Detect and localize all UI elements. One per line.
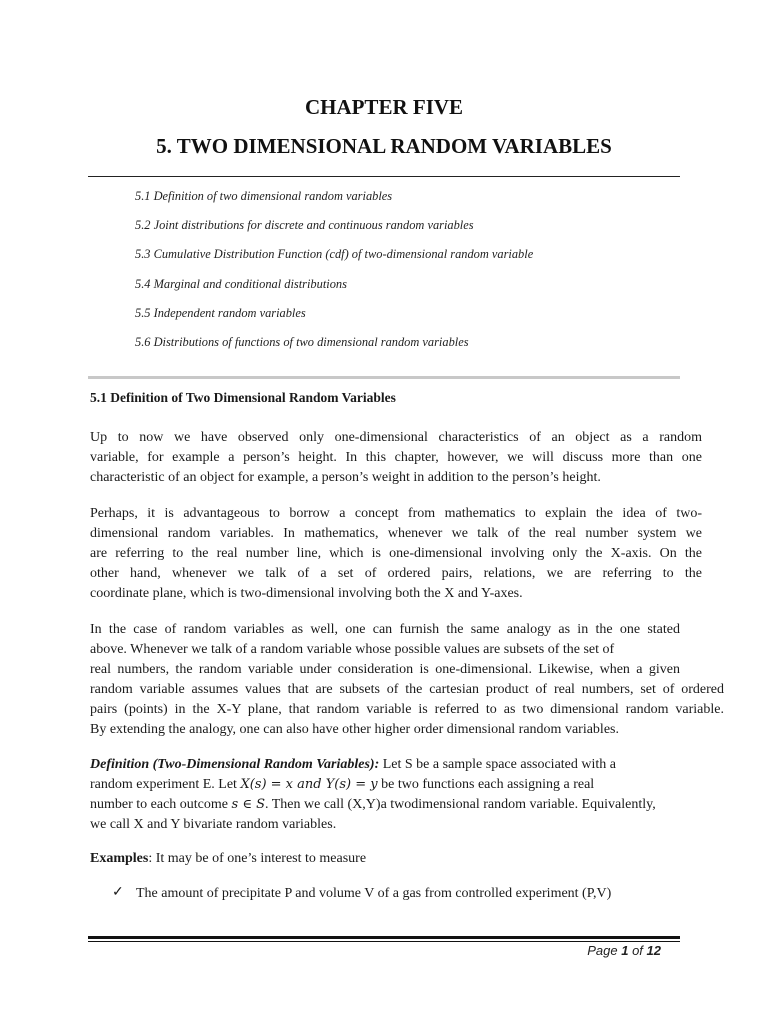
current-page: 1 [621,943,629,958]
paragraph-line: real numbers, the random variable under consideration is one-dimensional. Likewise, when a given [90,662,680,677]
paragraph-line: above. Whenever we talk of a random variable whose possible values are subsets of the set of [90,642,615,657]
paragraph-line: dimensional random variables. In mathematics, whenever we talk of the real number system we [90,526,702,541]
total-pages: 12 [646,943,661,958]
math-expression: s ∈ S [231,797,265,812]
paragraph-line: characteristic of an object for example, a person’s weight in addition to the person’s height. [90,470,601,485]
math-expression: X(s) = x and Y(s) = y [240,777,378,792]
paragraph-line: other hand, whenever we talk of a set of ordered pairs, relations, we are referring to the [90,566,702,581]
paragraph-line: Perhaps, it is advantageous to borrow a concept from mathematics to explain the idea of two- [90,506,702,521]
definition-line-3 [90,795,680,815]
definition-text: random experiment E. Let [90,777,241,792]
definition-text: . Then we call (X,Y)a twodimensional random variable. Equivalently, [264,797,656,812]
paragraph-3 [90,620,724,740]
paragraph-2 [90,504,702,604]
example-item: The amount of precipitate P and volume V of a gas from controlled experiment (P,V) [136,886,612,901]
examples-line [90,851,366,867]
definition-line-1 [90,755,680,775]
definition-text: Let S be a sample space associated with a [379,757,616,772]
paragraph-line: random variable assumes values that are subsets of the cartesian product of real numbers, set of ordered [90,682,724,697]
definition-line-4: we call X and Y bivariate random variables. [90,817,337,832]
paragraph-line: In the case of random variables as well, one can furnish the same analogy as in the one stated [90,622,680,637]
examples-text: : It may be of one’s interest to measure [148,851,367,866]
footer-rule-thin [88,941,680,942]
checkmark-icon: ✓ [112,885,124,900]
paragraph-1 [90,428,702,488]
page-word: Page [587,943,622,958]
toc-item: 5.3 Cumulative Distribution Function (cdf) of two-dimensional random variable [135,247,534,262]
chapter-label: CHAPTER FIVE [304,95,464,119]
section-heading: 5.1 Definition of Two Dimensional Random Variables [90,390,396,405]
paragraph-line: variable, for example a person’s height. In this chapter, however, we will discuss more than one [90,450,702,465]
table-of-contents [135,186,533,361]
toc-item: 5.1 Definition of two dimensional random variables [135,189,393,203]
definition-text: be two functions each assigning a real [377,777,595,792]
toc-item: 5.5 Independent random variables [135,305,306,320]
definition-paragraph [90,755,680,835]
definition-term: Definition (Two-Dimensional Random Variables): [90,757,380,772]
paragraph-line: are referring to the real number line, which is one-dimensional involving only the X-axis. On the [90,546,702,561]
toc-item: 5.4 Marginal and conditional distributions [135,276,347,291]
page-number [587,943,661,958]
examples-label: Examples [90,851,149,866]
chapter-title: 5. TWO DIMENSIONAL RANDOM VARIABLES [156,134,612,158]
toc-item: 5.6 Distributions of functions of two dimensional random variables [135,334,469,349]
paragraph-line: pairs (points) in the X-Y plane, that random variable is referred to as two dimensional random variable. [90,702,724,717]
header-divider [88,176,680,177]
of-word: of [628,943,647,958]
footer-rule-thick [88,936,680,939]
definition-text: number to each outcome [90,797,232,812]
paragraph-line: coordinate plane, which is two-dimensional involving both the X and Y-axes. [90,586,523,601]
paragraph-line: By extending the analogy, one can also have other higher order dimensional random variables. [90,722,619,737]
toc-item: 5.2 Joint distributions for discrete and continuous random variables [135,218,474,233]
paragraph-line: Up to now we have observed only one-dimensional characteristics of an object as a random [90,430,702,445]
toc-divider [88,376,680,379]
definition-line-2 [90,775,680,795]
